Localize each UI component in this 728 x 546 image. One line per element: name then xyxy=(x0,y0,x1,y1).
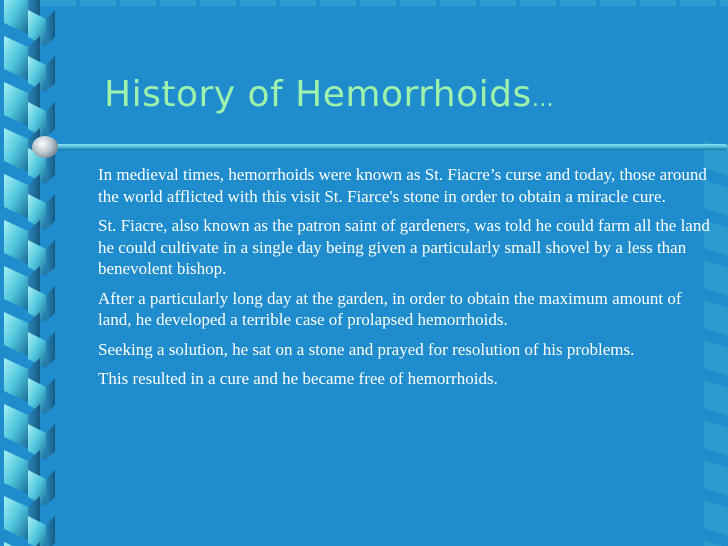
cube-side xyxy=(46,516,55,546)
cube-face xyxy=(4,404,28,448)
cube-face xyxy=(4,36,28,80)
cube-face xyxy=(4,220,28,264)
top-strip-segment xyxy=(480,0,516,6)
cube-face xyxy=(4,266,28,310)
top-strip-segment xyxy=(80,0,116,6)
slide-title xyxy=(104,74,554,115)
top-strip-segment xyxy=(120,0,156,6)
cube-face xyxy=(4,174,28,218)
top-cube-strip-decoration xyxy=(40,0,728,30)
cube-side xyxy=(46,102,55,138)
cube-side xyxy=(46,424,55,460)
right-strip-segment xyxy=(704,420,728,456)
slide-title-text: History of Hemorrhoids xyxy=(104,74,532,115)
top-strip-segment xyxy=(560,0,596,6)
paragraph: Seeking a solution, he sat on a stone and prayed for resolution of his problems. xyxy=(98,339,635,359)
cube-face xyxy=(4,82,28,126)
top-strip-segment xyxy=(280,0,316,6)
cube-side xyxy=(46,194,55,230)
cube-face xyxy=(4,128,28,172)
top-strip-segment xyxy=(520,0,556,6)
top-strip-segment xyxy=(680,0,716,6)
right-strip-segment xyxy=(704,460,728,496)
cube-side xyxy=(46,378,55,414)
top-strip-segment xyxy=(360,0,396,6)
top-strip-segment xyxy=(600,0,636,6)
top-strip-segment xyxy=(160,0,196,6)
top-strip-segment xyxy=(640,0,676,6)
paragraph: In medieval times, hemorrhoids were known as St. Fiacre’s curse and today, those around the world afflicted with this visit St. Fiarce's stone in order to obtain a miracle cure. xyxy=(98,165,707,206)
top-strip-segment xyxy=(240,0,276,6)
cube-column-decoration xyxy=(0,0,62,546)
divider-knob xyxy=(32,136,58,158)
cube-side xyxy=(46,240,55,276)
cube-side xyxy=(46,56,55,92)
cube-face xyxy=(4,312,28,356)
cube-face xyxy=(28,516,46,546)
cube-face xyxy=(4,358,28,402)
cube-face xyxy=(4,0,28,34)
paragraph: St. Fiacre, also known as the patron saint of gardeners, was told he could farm all the land he could cultivate in a single day being given a particularly small shovel by a less than benevolent bishop. xyxy=(98,216,710,278)
title-divider-bar xyxy=(40,144,728,150)
top-strip-segment xyxy=(40,0,76,6)
cube-side xyxy=(46,470,55,506)
paragraph: After a particularly long day at the garden, in order to obtain the maximum amount of land, he developed a terrible case of prolapsed hemorrhoids. xyxy=(98,288,682,329)
paragraph: This resulted in a cure and he became free of hemorrhoids. xyxy=(98,369,498,388)
top-strip-segment xyxy=(720,0,728,6)
cube-side xyxy=(46,332,55,368)
top-strip-segment xyxy=(320,0,356,6)
slide-title-ellipsis: … xyxy=(531,87,555,112)
top-strip-segment xyxy=(200,0,236,6)
cube-face xyxy=(4,450,28,494)
slide-body xyxy=(98,164,710,398)
cube-face xyxy=(4,496,28,540)
right-strip-segment xyxy=(704,500,728,536)
cube-side xyxy=(46,286,55,322)
right-strip-segment xyxy=(704,540,728,546)
cube-face xyxy=(4,542,28,546)
top-strip-segment xyxy=(400,0,436,6)
top-strip-segment xyxy=(440,0,476,6)
